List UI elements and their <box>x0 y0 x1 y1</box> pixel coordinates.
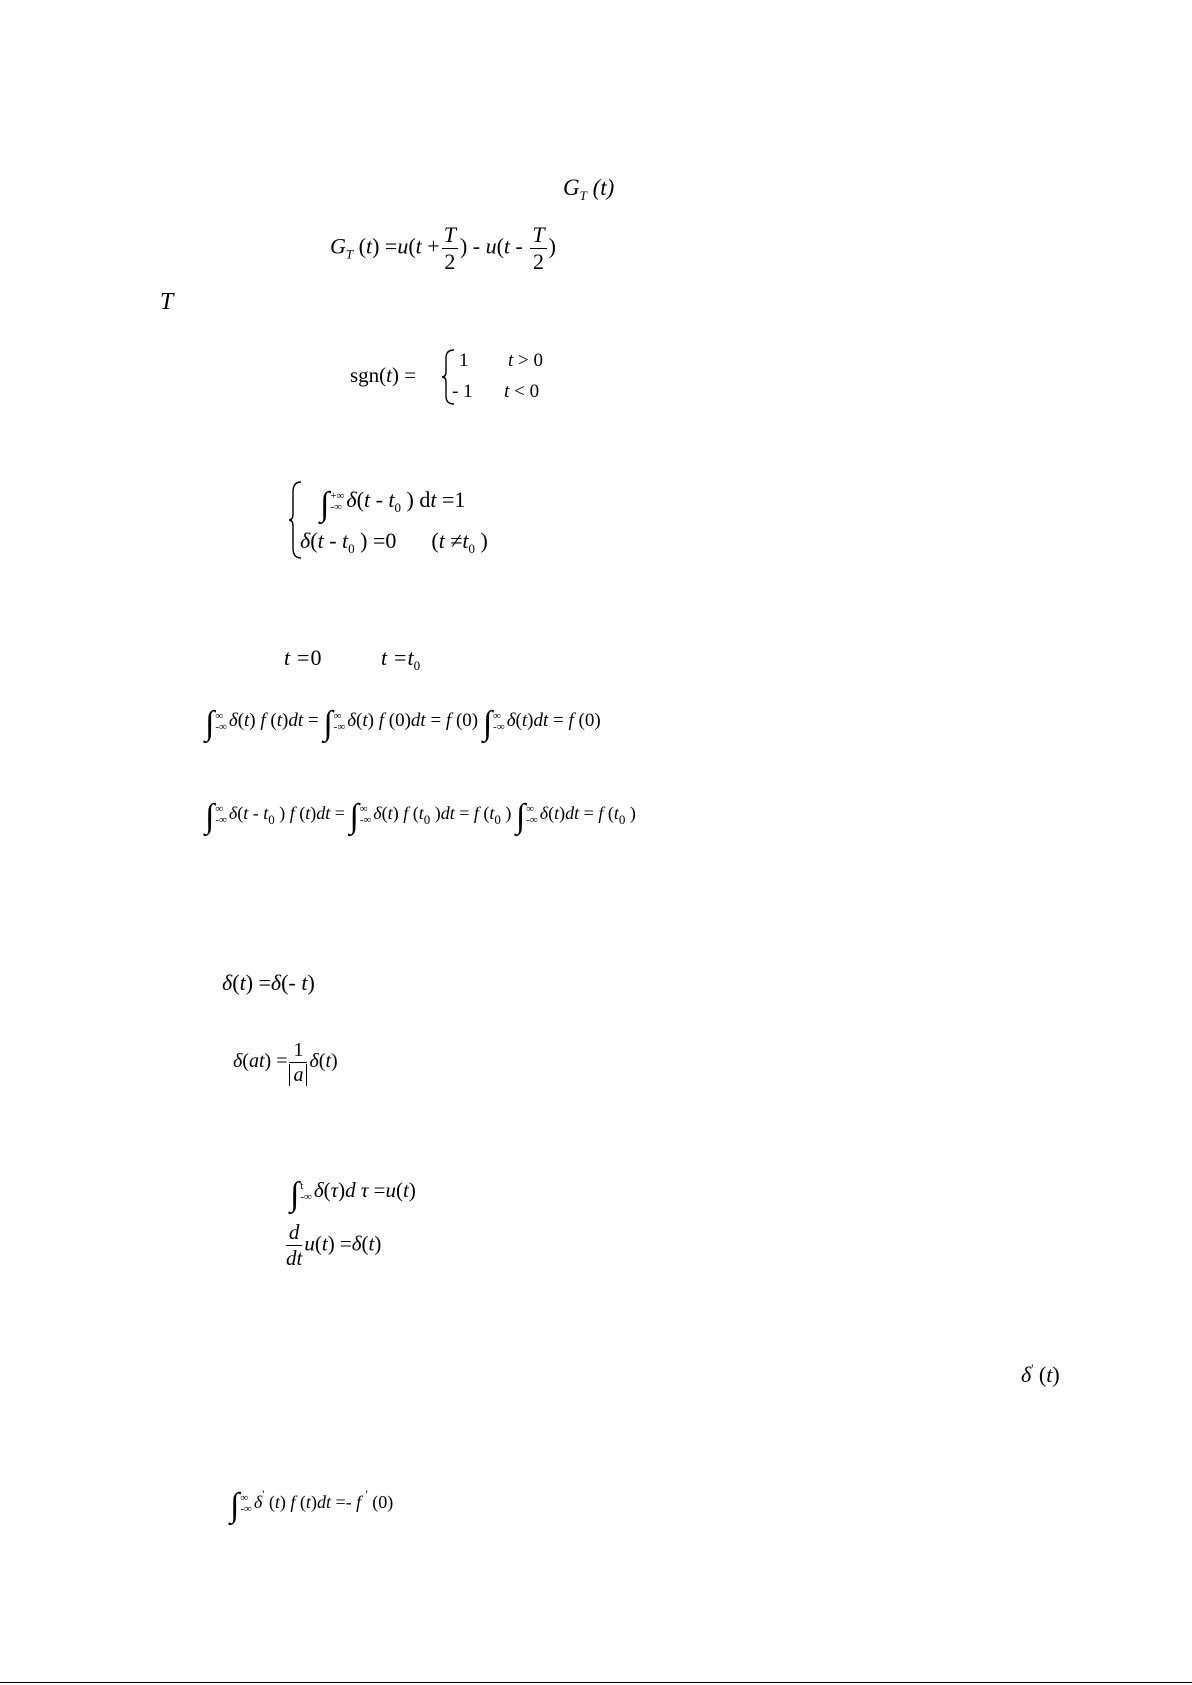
t-equals-t0: $t =t_0$ <box>381 645 421 673</box>
sifting-property-at-zero: ∫ ∞ -∞ δ(t) f (t)dt = ∫ ∞ -∞ δ(t) f (0)dt = f (0) ∫ ∞ -∞ δ(t)dt = f (0) <box>205 705 601 742</box>
step-derivative: $\frac{d}{dt}$ u(t) =δ(t) <box>286 1220 382 1270</box>
sign-function-case-negative: - 1 t < 0 <box>452 381 540 402</box>
gate-function-definition: $G_T$ (t) =u(t + $\frac{T}{2}$ ) - u(t - $\frac{T}{2}$ ) <box>330 222 556 274</box>
t-equals-zero: t =0 <box>284 645 322 670</box>
delta-scaling-property: δ(at) = $\frac{1}{a}$ δ(t) <box>233 1039 338 1086</box>
doublet-sifting-property: ∫ ∞ -∞ δ' (t) f (t)dt =- f ' (0) <box>230 1487 394 1524</box>
delta-integral-unity: ∫ +∞ -∞ $\delta(t - t_0$ ) dt =1 <box>320 486 466 523</box>
delta-zero-elsewhere: $\delta(t - t_0$ ) =0 ($t \ne t_0$ ) <box>300 528 488 556</box>
gate-function-symbol: $G_T$ (t) <box>563 175 615 203</box>
pulse-width-symbol: T <box>160 289 174 315</box>
page-bottom-rule <box>0 1682 1192 1683</box>
sifting-property-at-t0: ∫ ∞ -∞ $\delta(t - t_0$ ) f (t)dt = ∫ ∞ -∞ δ(t) f ($t_0$ )dt = f ($t_0$ ) ∫ ∞ -∞ δ(t)dt = f ($t_0$ ) <box>205 798 636 835</box>
sign-function-case-positive: 1 t > 0 <box>459 350 543 371</box>
delta-integral-step: ∫ t -∞ δ(τ)d τ =u(t) <box>290 1176 416 1213</box>
doublet-symbol: δ' (t) <box>1021 1361 1060 1387</box>
sign-function-definition: sgn(t) = <box>350 363 417 387</box>
delta-even-property: δ(t) =δ(- t) <box>222 970 315 995</box>
